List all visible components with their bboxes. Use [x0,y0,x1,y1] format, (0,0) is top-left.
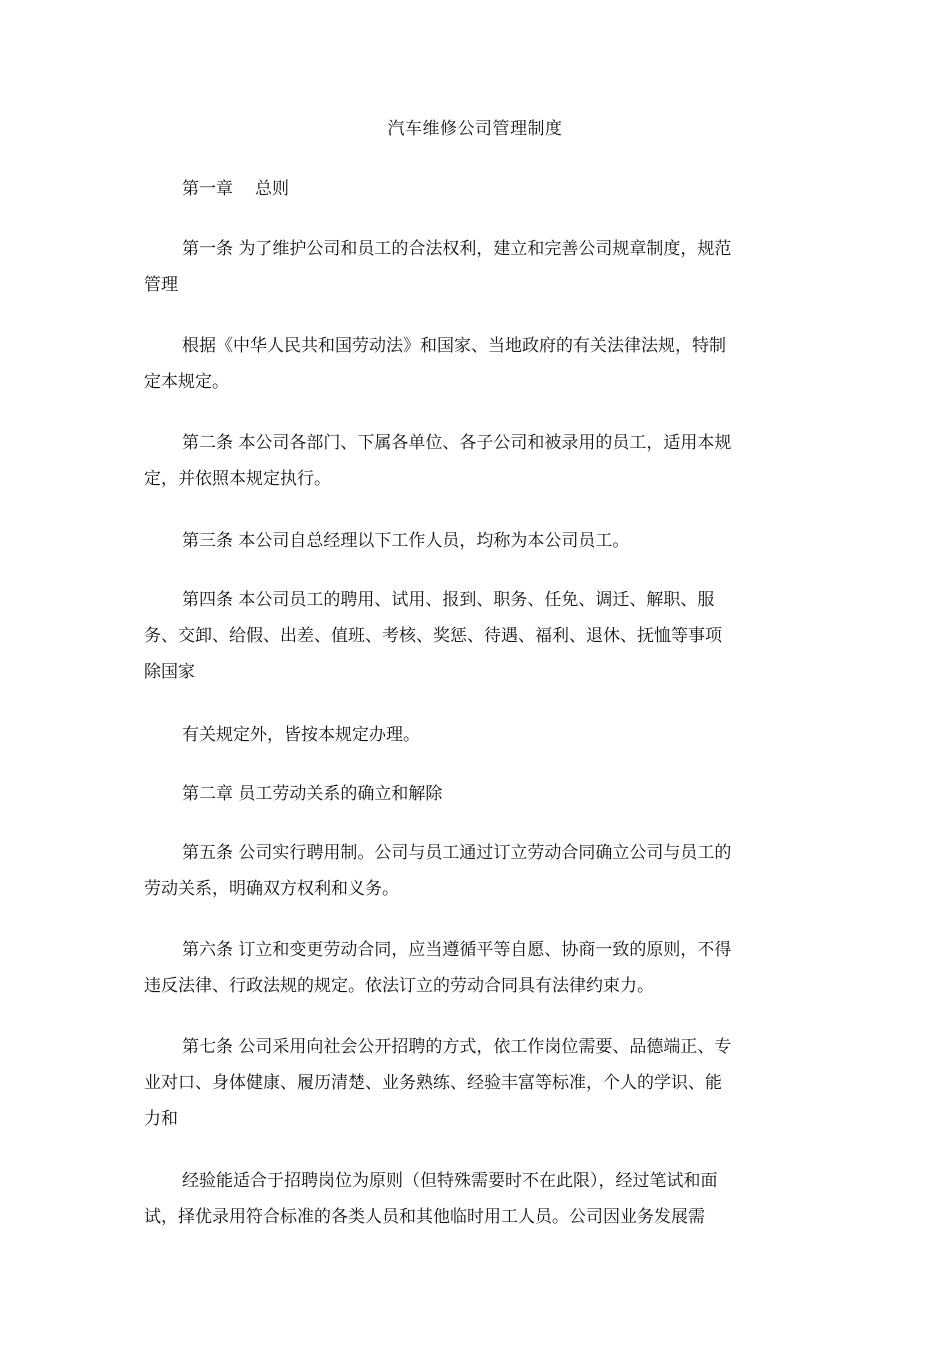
article-1-line: 管理 [144,275,178,295]
article-2-line: 第二条 本公司各部门、下属各单位、各子公司和被录用的员工，适用本规 [182,433,732,453]
article-6-paragraph [144,932,784,1004]
article-6-line: 第六条 订立和变更劳动合同，应当遵循平等自愿、协商一致的原则，不得 [182,940,732,960]
article-7-line: 力和 [144,1109,178,1129]
article-4-line: 除国家 [144,662,195,682]
chapter-2-heading [144,776,784,812]
article-2-paragraph [144,425,784,497]
article-3-paragraph [144,523,784,559]
article-5-paragraph [144,835,784,907]
chapter-1-label: 第一章 [182,179,233,199]
article-7-line: 第七条 公司采用向社会公开招聘的方式，依工作岗位需要、品德端正、专 [182,1037,732,1057]
article-6-line: 违反法律、行政法规的规定。依法订立的劳动合同具有法律约束力。 [144,976,654,996]
article-3-line: 第三条 本公司自总经理以下工作人员，均称为本公司员工。 [182,531,630,551]
article-1b-line: 定本规定。 [144,372,229,392]
article-1-continuation [144,328,784,400]
chapter-2-title: 第二章 员工劳动关系的确立和解除 [182,784,443,804]
article-7-paragraph [144,1029,784,1137]
article-7-line: 业对口、身体健康、履历清楚、业务熟练、经验丰富等标准，个人的学识、能 [144,1073,722,1093]
article-5-line: 劳动关系，明确双方权利和义务。 [144,879,399,899]
article-4-continuation [144,717,784,753]
article-1-paragraph [144,231,784,303]
article-4b-line: 有关规定外，皆按本规定办理。 [182,725,420,745]
article-1b-line: 根据《中华人民共和国劳动法》和国家、当地政府的有关法律法规，特制 [182,336,726,356]
article-7b-line: 经验能适合于招聘岗位为原则（但特殊需要时不在此限），经过笔试和面 [182,1171,718,1191]
article-1-line: 第一条 为了维护公司和员工的合法权利，建立和完善公司规章制度，规范 [182,239,732,259]
article-4-paragraph [144,582,784,690]
article-7b-line: 试，择优录用符合标准的各类人员和其他临时用工人员。公司因业务发展需 [144,1207,705,1227]
article-7-continuation [144,1163,784,1235]
document-title: 汽车维修公司管理制度 [387,119,563,139]
chapter-1-name: 总则 [255,179,289,199]
article-4-line: 务、交卸、给假、出差、值班、考核、奖惩、待遇、福利、退休、抚恤等事项 [144,626,722,646]
article-2-line: 定，并依照本规定执行。 [144,469,331,489]
chapter-1-heading [182,177,289,201]
article-4-line: 第四条 本公司员工的聘用、试用、报到、职务、任免、调迁、解职、服 [182,590,715,610]
article-5-line: 第五条 公司实行聘用制。公司与员工通过订立劳动合同确立公司与员工的 [182,843,732,863]
